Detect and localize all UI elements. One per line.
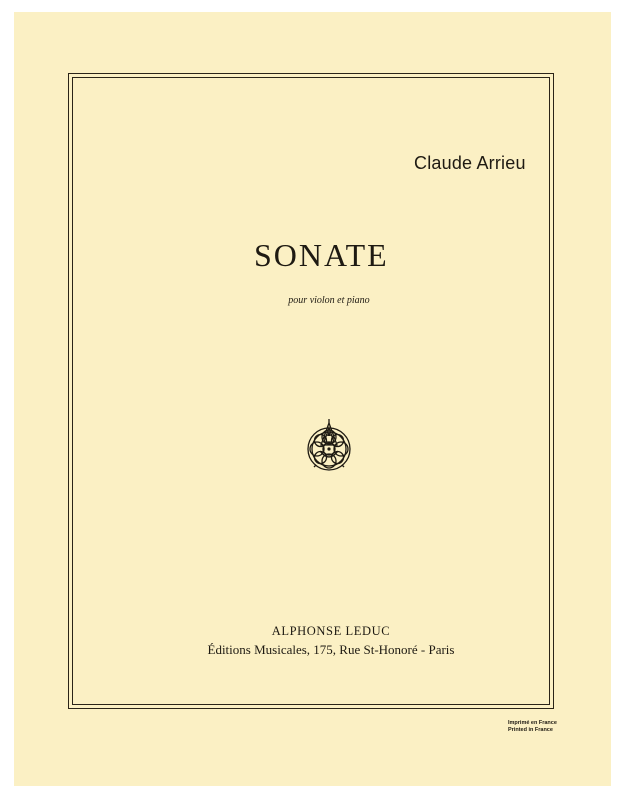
imprint-english: Printed in France	[508, 727, 553, 733]
work-title: SONATE	[254, 237, 389, 273]
publisher-name: ALPHONSE LEDUC	[271, 624, 391, 638]
imprint-french: Imprimé en France	[508, 720, 557, 726]
instrumentation-subtitle: pour violon et piano	[288, 295, 370, 306]
composer-name: Claude Arrieu	[414, 153, 526, 173]
publisher-address: Éditions Musicales, 175, Rue St-Honoré - Paris	[207, 642, 455, 657]
score-cover-page	[14, 12, 611, 786]
imprint-notice	[508, 720, 557, 734]
publisher-emblem-icon	[302, 417, 356, 481]
